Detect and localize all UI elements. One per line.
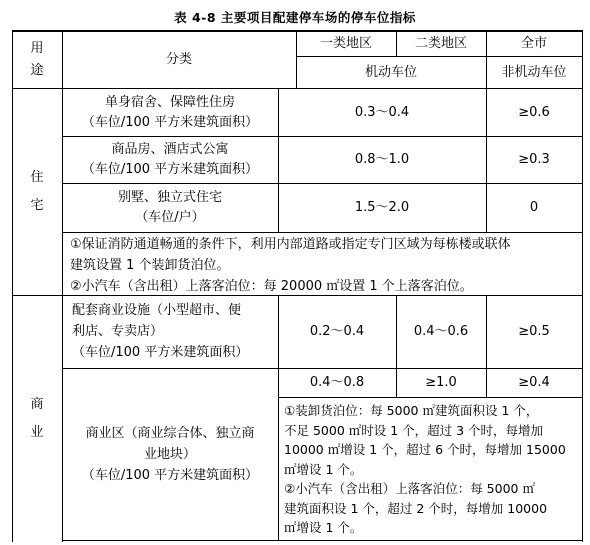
residential-row-2-motor: 0.8～1.0 <box>354 152 410 167</box>
table-title: 表 4-8 主要项目配建停车场的停车位指标 <box>174 10 416 25</box>
category-unit: （车位/100 平方米建筑面积） <box>81 162 259 177</box>
residential-label <box>12 89 62 295</box>
residential-row-1-nonmotor: ≥0.6 <box>518 104 550 120</box>
commercial-label <box>12 296 62 542</box>
commercial-district-note <box>284 401 580 538</box>
header-zone2: 二类地区 <box>414 35 467 51</box>
category-line: 商业区（商业综合体、独立商 <box>85 426 255 441</box>
residential-row-1-category <box>62 89 278 136</box>
note-line: 不足 5000 ㎡时设 1 个，超过 3 个时，每增加 <box>284 422 544 438</box>
category-line: 业地块） <box>143 447 196 462</box>
note-line: 建筑面积设 1 个，超过 2 个时，每增加 10000 <box>284 500 548 516</box>
residential-row-1-motor: 0.3～0.4 <box>354 104 410 120</box>
note-line: ㎡增设 1 个。 <box>284 520 363 535</box>
header-usage-line2: 途 <box>30 62 44 78</box>
residential-row-2-category <box>62 137 278 183</box>
note-line: 10000 ㎡增设 1 个，超过 6 个时，每增加 15000 <box>284 442 566 457</box>
category-unit: （车位/100 平方米建筑面积） <box>81 114 259 130</box>
residential-row-2-nonmotor: ≥0.3 <box>518 152 550 167</box>
category-line: 利店、专卖店） <box>72 324 164 339</box>
note-line: ①装卸货泊位：每 5000 ㎡建筑面积设 1 个， <box>284 403 539 418</box>
header-zone1: 一类地区 <box>319 35 372 51</box>
residential-note <box>70 234 580 297</box>
header-category: 分类 <box>165 51 192 67</box>
category-unit: （车位/户） <box>135 210 205 225</box>
residential-row-3-motor: 1.5～2.0 <box>354 200 410 215</box>
category-name: 别墅、独立式住宅 <box>117 190 222 205</box>
commercial-facility-zone1: 0.2～0.4 <box>309 324 365 339</box>
commercial-district-category <box>62 369 278 540</box>
header-city: 全市 <box>520 35 547 51</box>
residential-label-line2: 宅 <box>30 198 44 213</box>
header-usage-line1: 用 <box>30 40 44 56</box>
residential-row-3-nonmotor: 0 <box>529 200 539 215</box>
note-line: ①保证消防通道畅通的条件下，利用内部道路或指定专门区域为每栋楼或联体 <box>70 237 511 252</box>
commercial-facility-nonmotor: ≥0.5 <box>518 324 550 339</box>
note-line: ㎡增设 1 个。 <box>284 461 363 477</box>
category-line: 配套商业设施（小型超市、便 <box>72 303 242 318</box>
category-line: （车位/100 平方米建筑面积） <box>81 468 259 483</box>
note-line: ②小汽车（含出租）上落客泊位：每 20000 ㎡设置 1 个上落客泊位。 <box>70 279 473 294</box>
category-line: （车位/100 平方米建筑面积） <box>72 345 249 360</box>
residential-row-3-category <box>62 184 278 232</box>
category-name: 单身宿舍、保障性住房 <box>104 94 235 110</box>
commercial-district-nonmotor: ≥0.4 <box>518 375 550 390</box>
header-usage <box>12 31 62 88</box>
commercial-district-zone1: 0.4～0.8 <box>309 375 365 390</box>
header-nonmotor: 非机动车位 <box>501 64 567 80</box>
header-motor: 机动车位 <box>364 64 417 80</box>
commercial-label-line1: 商 <box>30 397 44 412</box>
note-line: 建筑设置 1 个装卸货泊位。 <box>70 258 230 273</box>
note-line: ②小汽车（含出租）上落客泊位：每 5000 ㎡ <box>284 481 535 496</box>
category-name: 商品房、酒店式公寓 <box>111 142 229 157</box>
commercial-label-line2: 业 <box>30 425 44 440</box>
commercial-facility-zone2: 0.4～0.6 <box>413 324 469 339</box>
commercial-facility-category <box>72 300 278 363</box>
residential-label-line1: 住 <box>30 170 44 185</box>
commercial-district-zone2: ≥1.0 <box>425 375 457 390</box>
